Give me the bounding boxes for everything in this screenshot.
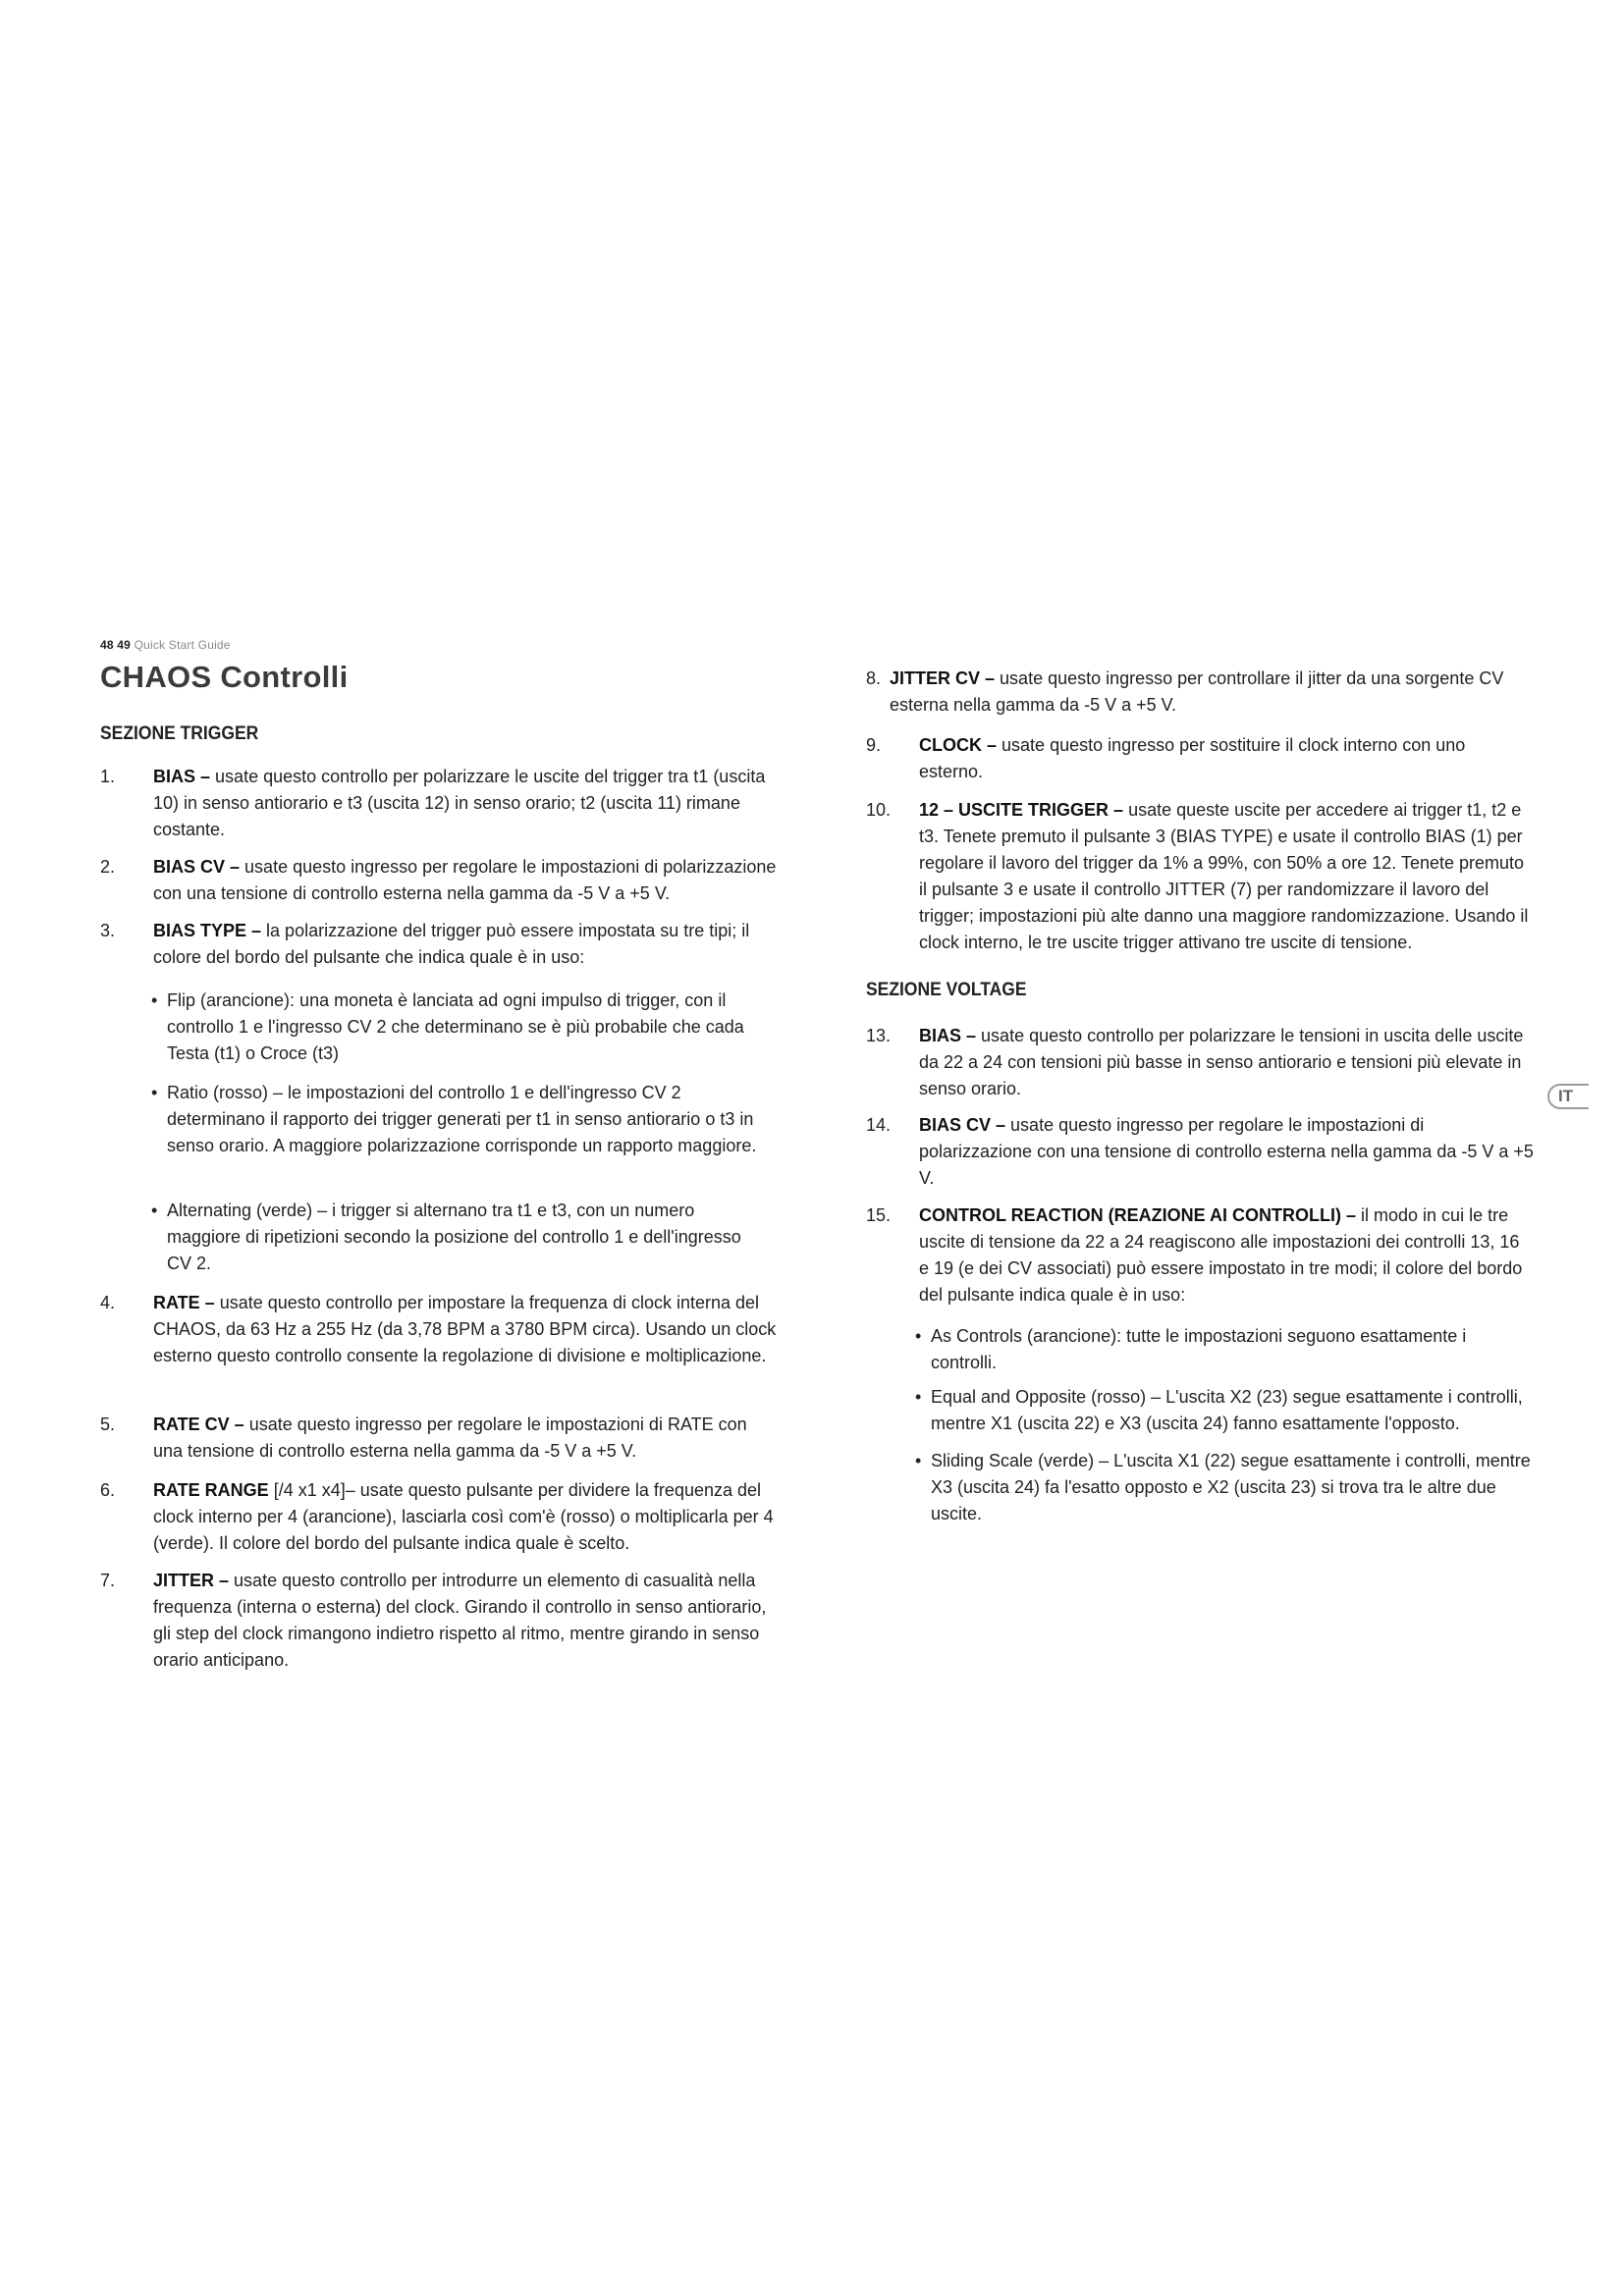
item-number: 3. [100,921,116,940]
item-number: 4. [100,1293,116,1312]
item-text: usate questo controllo per polarizzare le tensioni in uscita delle uscite da 22 a 24 con tensioni più basse in senso antiorario e tensioni più elevate in senso orario. [919,1026,1524,1098]
page-title: CHAOS Controlli [100,660,349,694]
item-number: 2. [100,857,116,877]
bullet-item [915,1384,1534,1437]
bullet-dot: • [915,1326,922,1346]
page-numbers: 48 49 [100,638,132,652]
item-text: il modo in cui le tre uscite di tensione da 22 a 24 reagiscono alle impostazioni dei controlli 13, 16 e 19 (e dei CV associati) può essere impostato in tre modi; il colore del bordo del pulsante indica quale è in uso: [919,1205,1523,1305]
list-item-15 [866,1202,1534,1308]
item-number: 15. [866,1205,892,1225]
page-header [100,638,231,652]
item-term: BIAS – [153,767,211,786]
bullet-dot: • [151,1201,158,1220]
list-item-2 [100,854,778,907]
item-number: 6. [100,1480,116,1500]
item-term: JITTER – [153,1571,230,1590]
trigger-section-heading: SEZIONE TRIGGER [100,723,259,744]
item-number: 10. [866,800,892,820]
item-text: usate questo ingresso per regolare le impostazioni di RATE con una tensione di controllo esterna nella gamma da -5 V a +5 V. [153,1415,747,1461]
bullet-text: Alternating (verde) – i trigger si alternano tra t1 e t3, con un numero maggiore di ripetizioni secondo la posizione del controllo 1 e dell'ingresso CV 2. [167,1201,741,1273]
voltage-section-heading: SEZIONE VOLTAGE [866,980,1027,1000]
list-item-8 [866,666,1534,719]
language-badge: IT [1547,1084,1589,1109]
item-number: 8. [866,668,882,688]
bullet-text: Sliding Scale (verde) – L'uscita X1 (22) segue esattamente i controlli, mentre X3 (uscita 24) fa l'esatto opposto e X2 (uscita 23) si trova tra le altre due uscite. [931,1451,1531,1523]
list-item-9 [866,732,1534,785]
list-item-14 [866,1112,1534,1192]
item-term: BIAS CV – [153,857,241,877]
item-number: 5. [100,1415,116,1434]
item-number: 13. [866,1026,892,1045]
item-text: usate questo controllo per introdurre un elemento di casualità nella frequenza (interna o esterna) del clock. Girando il controllo in senso antiorario, gli step del clock rimangono indietro rispetto al ritmo, mentre girando in senso orario anticipano. [153,1571,767,1670]
item-text: usate questo ingresso per regolare le impostazioni di polarizzazione con una tensione di controllo esterna nella gamma da -5 V a +5 V. [919,1115,1534,1188]
list-item-3 [100,918,778,971]
bullet-dot: • [915,1451,922,1470]
bullet-dot: • [151,1083,158,1102]
bullet-text: As Controls (arancione): tutte le impostazioni seguono esattamente i controlli. [931,1326,1467,1372]
item-term: 12 – USCITE TRIGGER – [919,800,1124,820]
item-term: CONTROL REACTION (REAZIONE AI CONTROLLI) – [919,1205,1356,1225]
list-item-7 [100,1568,778,1674]
item-text: usate queste uscite per accedere ai trigger t1, t2 e t3. Tenete premuto il pulsante 3 (BIAS TYPE) e usate il controllo BIAS (1) per regolare il lavoro del trigger da 1% a 99%, con 50% a ore 12. Tenete premuto il pulsante 3 e usate il controllo JITTER (7) per randomizzare il lavoro del trigger; impostazioni più alte danno una maggiore randomizzazione. Usando il clock interno, le tre uscite trigger attivano tre uscite di tensione. [919,800,1529,952]
item-text: [/4 x1 x4]– usate questo pulsante per dividere la frequenza del clock interno per 4 (arancione), lasciarla così com'è (rosso) o moltiplicarla per 4 (verde). Il colore del bordo del pulsante indica quale è scelto. [153,1480,774,1553]
item-term: CLOCK – [919,735,998,755]
bullet-item [151,1080,770,1159]
bullet-item [151,1198,770,1277]
bullet-item [915,1323,1534,1376]
guide-label: Quick Start Guide [134,638,231,652]
item-term: JITTER CV – [890,668,996,688]
list-item-1 [100,764,778,843]
bullet-dot: • [151,990,158,1010]
item-term: RATE – [153,1293,215,1312]
bullet-item [151,988,770,1067]
item-text: usate questo ingresso per regolare le impostazioni di polarizzazione con una tensione di controllo esterna nella gamma da -5 V a +5 V. [153,857,777,903]
list-item-13 [866,1023,1534,1102]
bullet-item [915,1448,1534,1527]
item-text: usate questo controllo per impostare la frequenza di clock interna del CHAOS, da 63 Hz a 255 Hz (da 3,78 BPM a 3780 BPM circa). Usando un clock esterno questo controllo consente la regolazione di divisione e moltiplicazione. [153,1293,777,1365]
bullet-text: Equal and Opposite (rosso) – L'uscita X2 (23) segue esattamente i controlli, mentre X1 (uscita 22) e X3 (uscita 24) fanno esattamente l'opposto. [931,1387,1523,1433]
item-term: BIAS TYPE – [153,921,262,940]
item-number: 1. [100,767,116,786]
item-text: usate questo ingresso per sostituire il clock interno con uno esterno. [919,735,1466,781]
item-term: BIAS CV – [919,1115,1006,1135]
list-item-5 [100,1412,778,1465]
list-item-10 [866,797,1534,956]
item-term: RATE CV – [153,1415,244,1434]
bullet-text: Flip (arancione): una moneta è lanciata ad ogni impulso di trigger, con il controllo 1 e l'ingresso CV 2 che determinano se è più probabile che cada Testa (t1) o Croce (t3) [167,990,744,1063]
item-number: 14. [866,1115,892,1135]
item-text: usate questo controllo per polarizzare le uscite del trigger tra t1 (uscita 10) in senso antiorario e t3 (uscita 12) in senso orario; t2 (uscita 11) rimane costante. [153,767,766,839]
bullet-text: Ratio (rosso) – le impostazioni del controllo 1 e dell'ingresso CV 2 determinano il rapporto dei trigger generati per t1 in senso antiorario o t3 in senso orario. A maggiore polarizzazione corrisponde un rapporto maggiore. [167,1083,757,1155]
item-text: la polarizzazione del trigger può essere impostata su tre tipi; il colore del bordo del pulsante che indica quale è in uso: [153,921,750,967]
item-term: RATE RANGE [153,1480,269,1500]
list-item-6 [100,1477,778,1557]
item-term: BIAS – [919,1026,977,1045]
list-item-4 [100,1290,778,1369]
item-number: 7. [100,1571,116,1590]
item-text: usate questo ingresso per controllare il jitter da una sorgente CV esterna nella gamma da -5 V a +5 V. [890,668,1504,715]
item-number: 9. [866,735,882,755]
bullet-dot: • [915,1387,922,1407]
